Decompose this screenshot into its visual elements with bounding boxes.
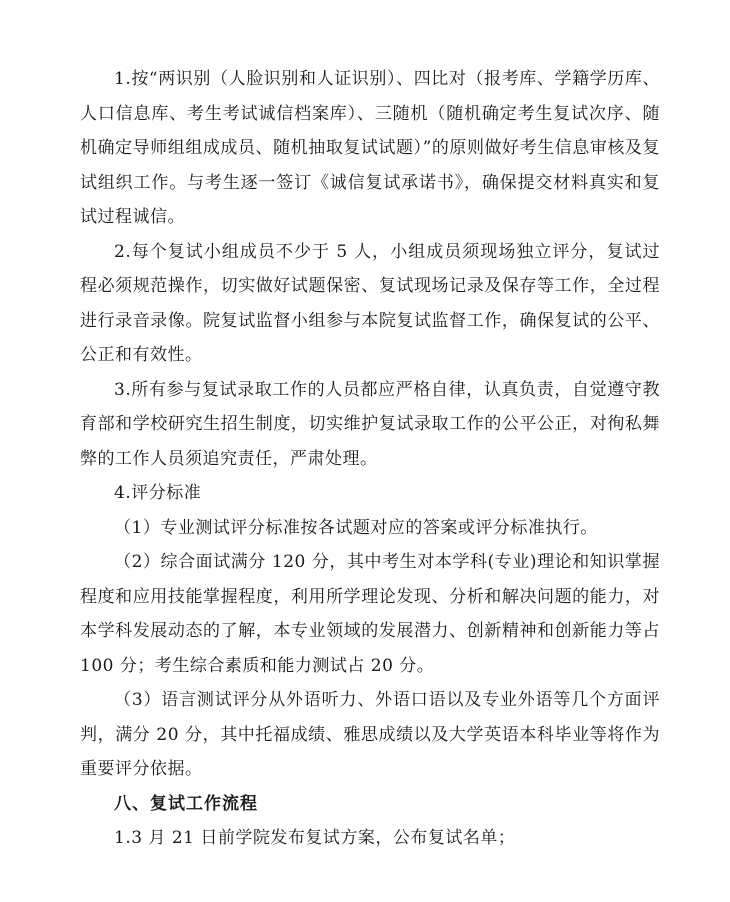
section-heading: 八、复试工作流程: [114, 793, 258, 814]
document-page: [80, 62, 660, 856]
paragraph-language-test: （3）语言测试评分从外语听力、外语口语以及专业外语等几个方面评判，满分 20 分，其中托福成绩、雅思成绩以及大学英语本科毕业等将作为重要评分依据。: [80, 690, 660, 779]
paragraph-panel-members: 2.每个复试小组成员不少于 5 人，小组成员须现场独立评分，复试过程必须规范操作，切实做好试题保密、复试现场记录及保存等工作，全过程进行录音录像。院复试监督小组参与本院复试监督工作，确保复试的公平、公正和有效性。: [80, 241, 660, 365]
paragraph-scoring-title: 4.评分标准: [114, 483, 202, 503]
paragraph-professional-test: （1）专业测试评分标准按各试题对应的答案或评分标准执行。: [114, 517, 598, 538]
paragraph-comprehensive-interview: （2）综合面试满分 120 分，其中考生对本学科(专业)理论和知识掌握程度和应用技能掌握程度，利用所学理论发现、分析和解决问题的能力，对本学科发展动态的了解，本专业领域的发展潜力、创新精神和创新能力等占 100 分；考生综合素质和能力测试占 20 分。: [80, 552, 660, 676]
paragraph-verification: 1.按“两识别（人脸识别和人证识别）、四比对（报考库、学籍学历库、人口信息库、考生考试诚信档案库）、三随机（随机确定考生复试次序、随机确定导师组组成成员、随机抽取复试试题）”的原则做好考生信息审核及复试组织工作。与考生逐一签订《诚信复试承诺书》，确保提交材料真实和复试过程诚信。: [80, 69, 660, 227]
paragraph-staff-discipline: 3.所有参与复试录取工作的人员都应严格自律，认真负责，自觉遵守教育部和学校研究生招生制度，切实维护复试录取工作的公平公正，对徇私舞弊的工作人员须追究责任，严肃处理。: [80, 379, 660, 469]
paragraph-process-step-1: 1.3 月 21 日前学院发布复试方案，公布复试名单；: [114, 828, 516, 848]
